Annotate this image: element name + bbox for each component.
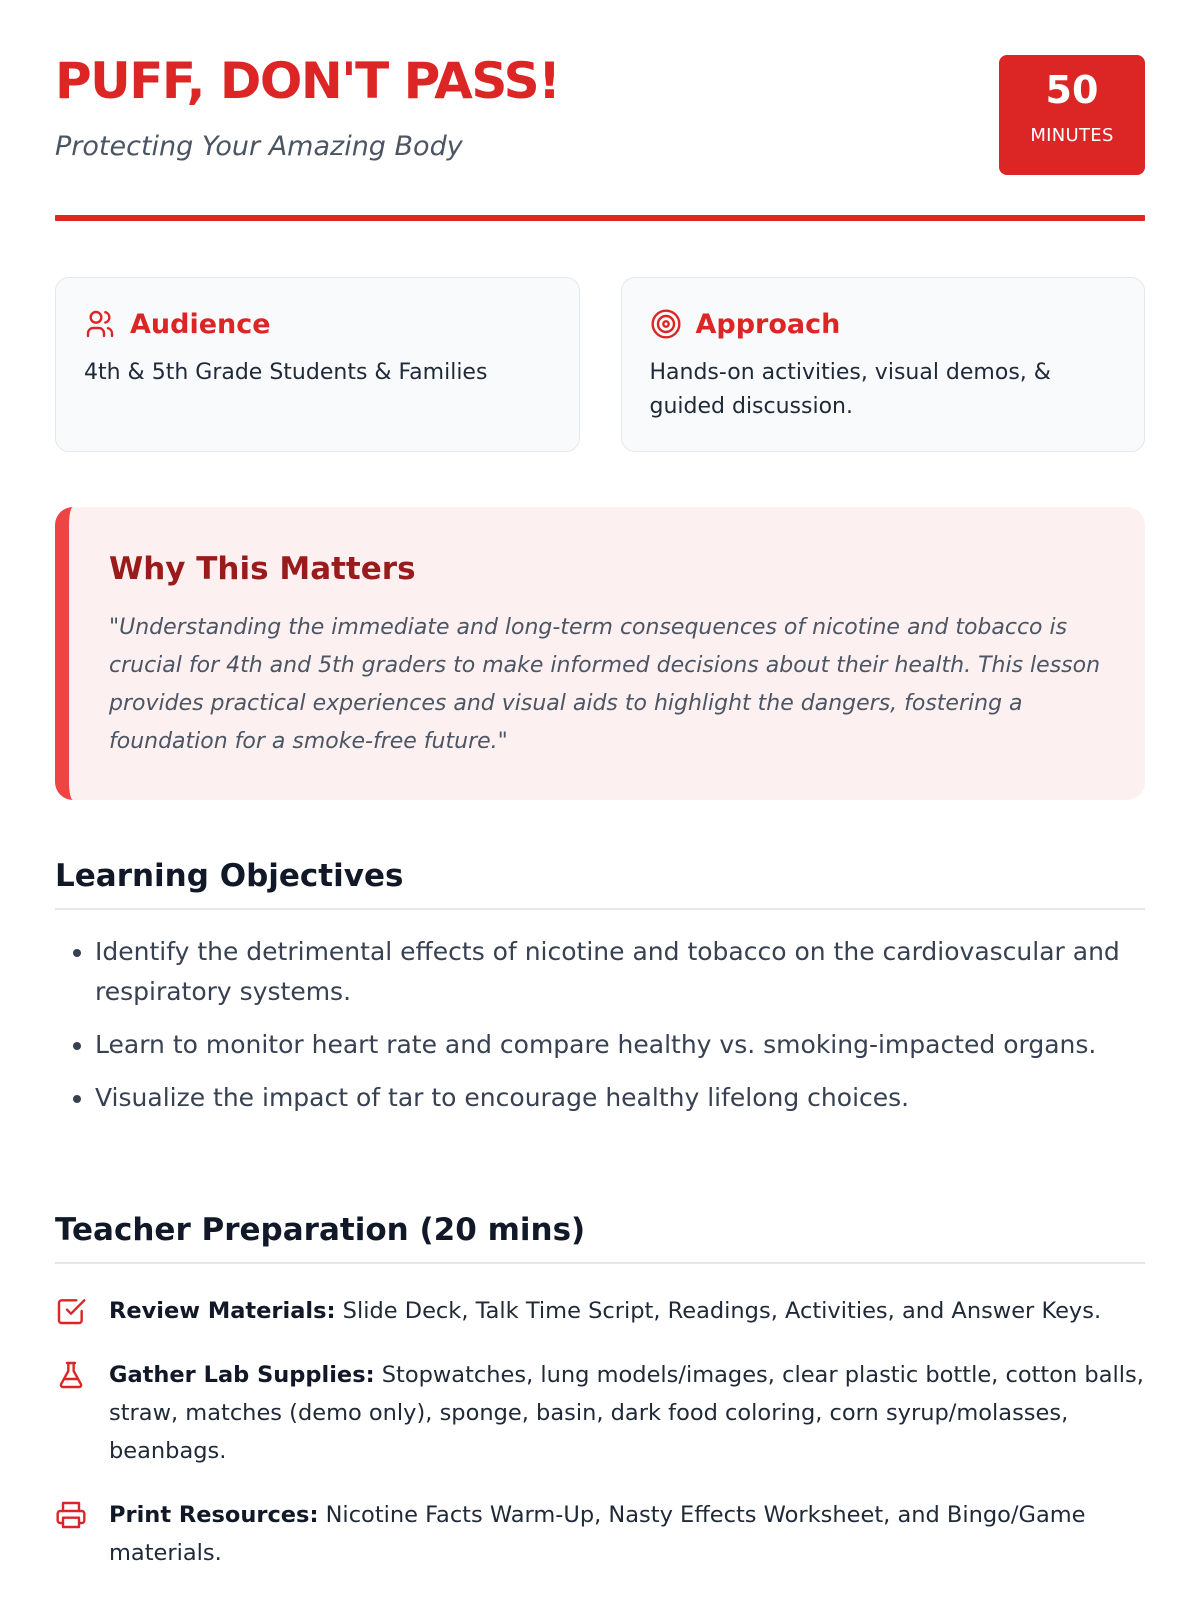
prep-item-review bbox=[55, 1292, 1145, 1330]
approach-text: Hands-on activities, visual demos, & guided discussion. bbox=[649, 360, 1051, 419]
prep-item-lab-supplies bbox=[55, 1356, 1145, 1470]
users-icon bbox=[84, 308, 116, 340]
objectives-title: Learning Objectives bbox=[55, 858, 1145, 910]
learning-objectives-section bbox=[55, 858, 1145, 1118]
list-item: • Learn to monitor heart rate and compare healthy vs. smoking-impacted organs. bbox=[95, 1025, 1145, 1065]
header bbox=[55, 0, 1145, 222]
duration-badge bbox=[999, 55, 1145, 175]
audience-card bbox=[55, 277, 580, 452]
target-icon bbox=[650, 308, 682, 340]
why-this-matters-box bbox=[55, 507, 1145, 800]
audience-title: Audience bbox=[130, 308, 271, 340]
printer-icon bbox=[55, 1499, 87, 1531]
checkbox-icon bbox=[55, 1295, 87, 1327]
objectives-list bbox=[55, 932, 1145, 1118]
approach-title: Approach bbox=[695, 308, 841, 340]
prep-title: Teacher Preparation (20 mins) bbox=[55, 1212, 1145, 1264]
prep-text bbox=[109, 1496, 1145, 1572]
approach-card bbox=[621, 277, 1146, 452]
duration-unit: MINUTES bbox=[1030, 125, 1114, 146]
prep-list bbox=[55, 1292, 1145, 1572]
header-divider bbox=[55, 215, 1145, 221]
teacher-preparation-section bbox=[55, 1212, 1145, 1572]
duration-value: 50 bbox=[1045, 68, 1099, 112]
audience-text: 4th & 5th Grade Students & Families bbox=[84, 360, 488, 385]
prep-label: Review Materials: bbox=[109, 1298, 336, 1324]
why-title: Why This Matters bbox=[109, 551, 416, 587]
list-item: • Visualize the impact of tar to encourage healthy lifelong choices. bbox=[95, 1078, 1145, 1118]
card-header bbox=[650, 308, 1117, 340]
why-quote: "Understanding the immediate and long-term consequences of nicotine and tobacco is crucial for 4th and 5th graders to make informed decisions about their health. This lesson provides practical experiences and visual aids to highlight the dangers, fostering a foundation for a smoke-free future." bbox=[109, 615, 1101, 754]
prep-text bbox=[109, 1356, 1145, 1470]
prep-text bbox=[109, 1292, 1101, 1330]
page-title: PUFF, DON'T PASS! bbox=[55, 52, 560, 110]
page-subtitle: Protecting Your Amazing Body bbox=[55, 131, 463, 162]
flask-icon bbox=[55, 1359, 87, 1391]
prep-detail: Nicotine Facts Warm-Up, Nasty Effects Worksheet, and Bingo/Game materials. bbox=[109, 1502, 1086, 1566]
card-header bbox=[84, 308, 551, 340]
prep-detail: Slide Deck, Talk Time Script, Readings, Activities, and Answer Keys. bbox=[335, 1298, 1102, 1324]
prep-detail: Stopwatches, lung models/images, clear plastic bottle, cotton balls, straw, matches (demo only), sponge, basin, dark food coloring, corn syrup/molasses, beanbags. bbox=[109, 1362, 1144, 1464]
info-cards bbox=[55, 277, 1145, 452]
prep-item-print bbox=[55, 1496, 1145, 1572]
prep-label: Print Resources: bbox=[109, 1502, 319, 1528]
prep-label: Gather Lab Supplies: bbox=[109, 1362, 375, 1388]
list-item: • Identify the detrimental effects of nicotine and tobacco on the cardiovascular and respiratory systems. bbox=[95, 932, 1145, 1012]
